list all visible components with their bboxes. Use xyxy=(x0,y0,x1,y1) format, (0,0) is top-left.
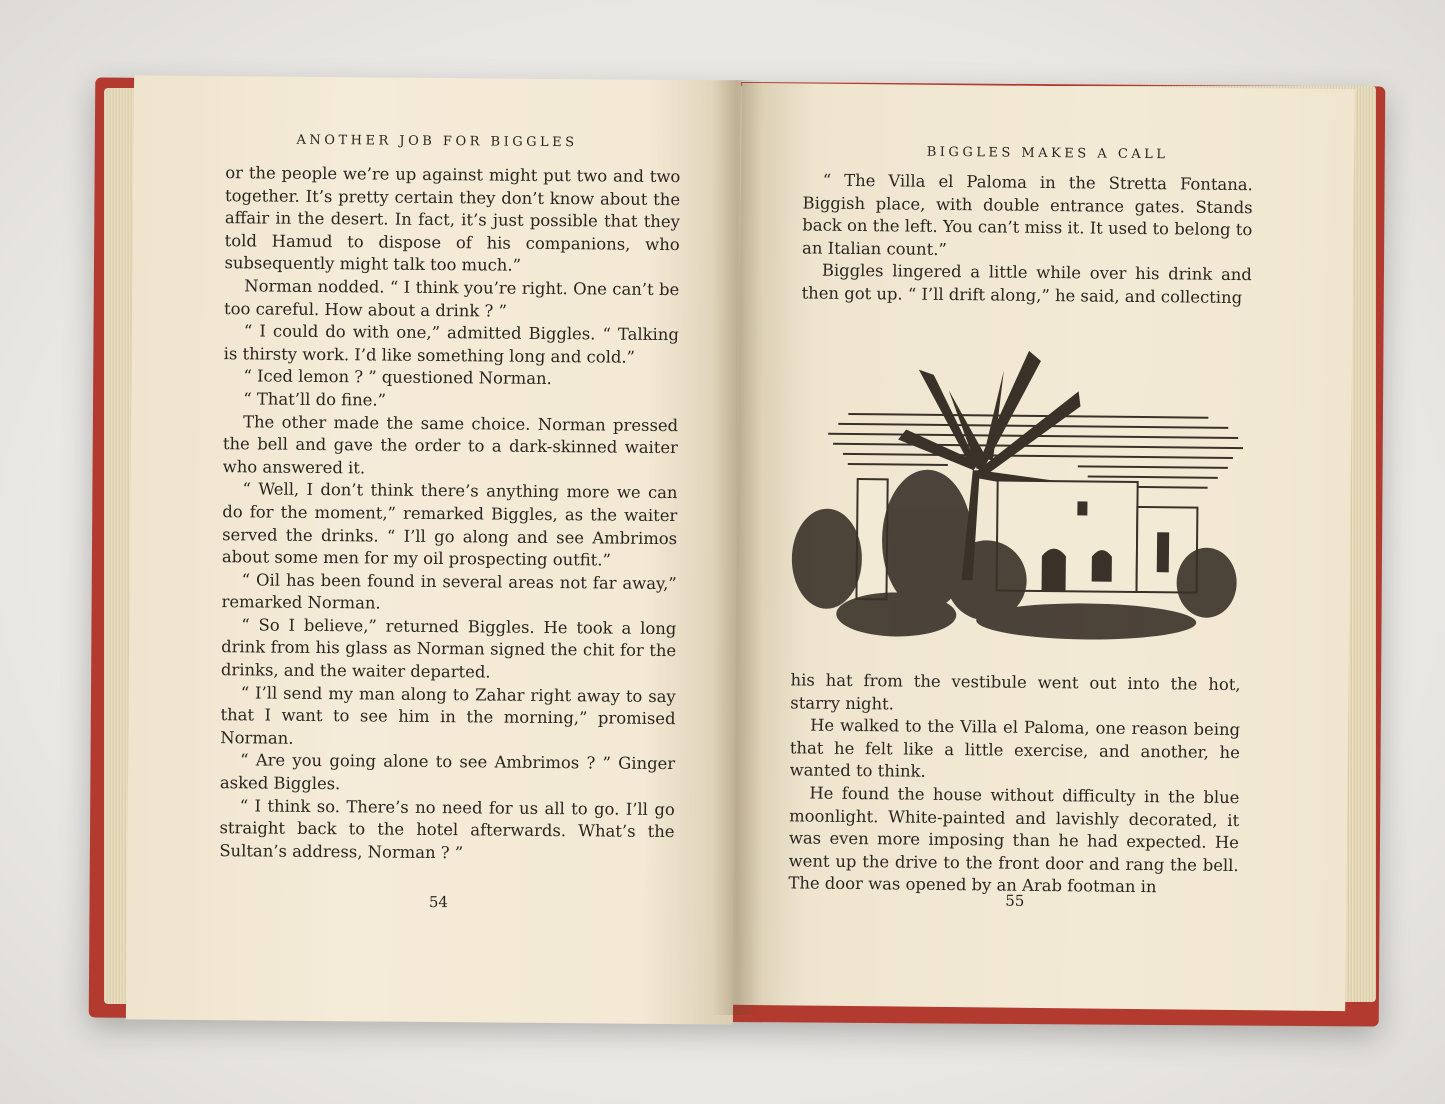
right-paragraph: Biggles lingered a little while over his drink and then got up. “ I’ll drift along,” he said, and collecting xyxy=(801,261,1252,308)
left-page-number: 54 xyxy=(428,892,449,912)
left-running-head: ANOTHER JOB FOR BIGGLES xyxy=(296,132,578,151)
left-paragraph: or the people we’re up against might put two and two together. It’s pretty certain they don’t know about the affair in the desert. In fact, it’s just possible that they told Hamud to dispose of his companions, who subsequently might talk too much.” xyxy=(224,163,681,276)
left-paragraph: Norman nodded. “ I think you’re right. One can’t be too careful. How about a drink ? ” xyxy=(224,276,680,321)
right-page-number: 55 xyxy=(1005,891,1025,910)
right-page-text-top xyxy=(802,169,1253,309)
left-paragraph: “ Are you going alone to see Ambrimos ? ” Ginger asked Biggles. xyxy=(219,750,676,794)
right-running-head: BIGGLES MAKES A CALL xyxy=(926,144,1169,163)
left-page-text xyxy=(219,162,680,866)
right-page-text-bottom xyxy=(788,669,1240,900)
left-paragraph: “ Iced lemon ? ” questioned Norman. xyxy=(243,366,552,389)
left-paragraph: “ That’ll do fine.” xyxy=(243,389,387,410)
left-paragraph: “ Well, I don’t think there’s anything more we can do for the moment,” remarked Biggles, as the waiter served the drinks. “ I’ll go along and see Ambrimos about some men for my oil prospecting outfit.” xyxy=(221,479,678,570)
left-paragraph: “ So I believe,” returned Biggles. He took a long drink from his glass as Norman signed the chit for the drinks, and the waiter departed. xyxy=(220,615,677,682)
right-paragraph: his hat from the vestibule went out into the hot, starry night. xyxy=(790,670,1241,714)
right-page xyxy=(732,83,1355,1011)
left-paragraph: “ Oil has been found in several areas not far away,” remarked Norman. xyxy=(221,570,677,613)
left-paragraph: The other made the same choice. Norman pressed the bell and gave the order to a dark-skinned waiter who answered it. xyxy=(222,411,679,478)
left-paragraph: “ I think so. There’s no need for us all to go. I’ll go straight back to the hotel afterwards. What’s the Sultan’s address, Norman ? ” xyxy=(219,795,675,863)
left-page xyxy=(126,75,741,1024)
book-gutter xyxy=(712,80,762,1015)
right-paragraph: “ The Villa el Paloma in the Stretta Fontana. Biggish place, with double entrance gates. Stands back on the left. You can’t miss it. It used to belong to an Italian count.” xyxy=(802,170,1253,259)
right-paragraph: He found the house without difficulty in the blue moonlight. White-painted and lavishly decorated, it was even more imposing than he had expected. He went up the drive to the front door and rang the bell. The door was opened by an Arab footman in xyxy=(788,783,1240,897)
right-paragraph: He walked to the Villa el Paloma, one reason being that he felt like a little exercise, and another, he wanted to think. xyxy=(789,715,1241,782)
left-paragraph: “ I could do with one,” admitted Biggles. “ Talking is thirsty work. I’d like something long and cold.” xyxy=(223,321,679,367)
left-paragraph: “ I’ll send my man along to Zahar right away to say that I want to see him in the morning,” promised Norman. xyxy=(220,682,676,748)
villa-illustration xyxy=(786,328,1259,653)
